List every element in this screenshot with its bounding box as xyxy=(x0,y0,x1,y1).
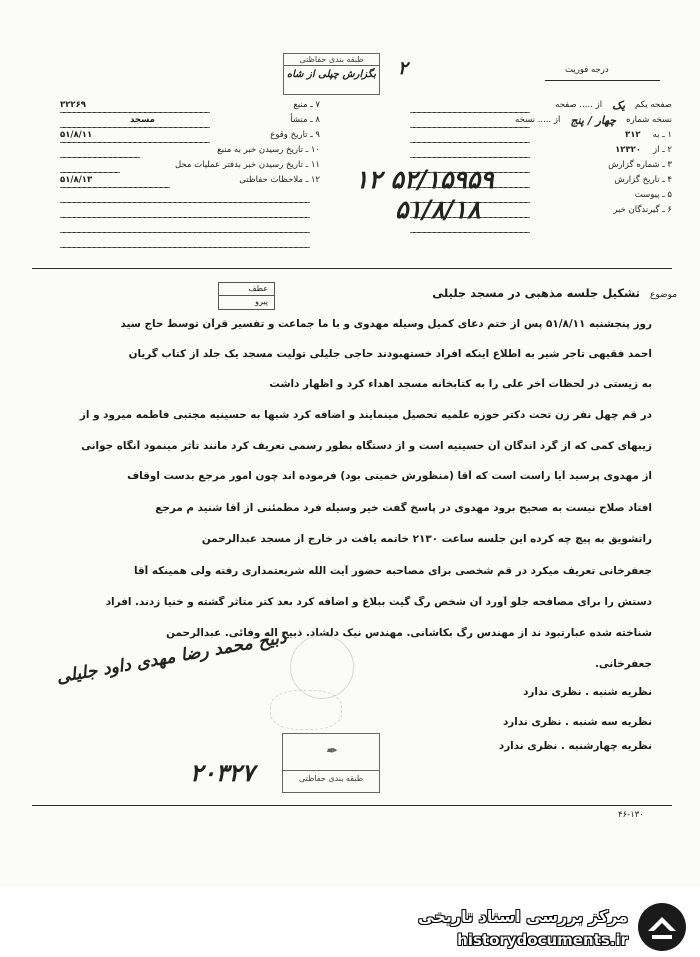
brand-logo-icon xyxy=(636,901,688,953)
left-handwriting: ذبیح محمد رضا مهدی داود جلیلی xyxy=(55,627,288,688)
to-value: ۳۱۲ xyxy=(625,130,641,140)
from-label: ۲ ـ از xyxy=(653,145,672,155)
attachment-label: ۵ ـ پیوست xyxy=(634,190,672,200)
body-line: زیبهای کمی که از گرد اندگان آن حسینیه است و از دستگاه بطور رسمی تعریف کرد مانند تأثر مینمود آنگاه جوانی xyxy=(81,440,652,452)
bottom-classification-label: طبقه بندی حفاظتی xyxy=(283,770,379,786)
copy-of: از ..... نسخه xyxy=(515,115,561,125)
source-value: ۳۲۲۶۹ xyxy=(60,100,86,110)
handwritten-report-number: ۱۲ ۵۲/۱۵۹۵۹ xyxy=(355,165,494,194)
bottom-classification-stamp: ✒ طبقه بندی حفاظتی xyxy=(282,733,380,793)
recipients-label: ۶ ـ گیرندگان خبر xyxy=(613,205,672,215)
top-classification-label: طبقه بندی حفاظتی xyxy=(284,54,379,66)
body-line: احمد فقیهی تاجر شیر به اطلاع اینکه افراد خستهبودند حاجی جلیلی تولیت مسجد یک جلد از کتاب گریان xyxy=(128,348,652,360)
reference-label: عطف xyxy=(219,283,274,296)
news-to-source-label: ۱۰ ـ تاریخ رسیدن خبر به منبع xyxy=(217,145,320,155)
page-hand: یک xyxy=(612,99,626,112)
origin-value: مسجد xyxy=(130,115,155,125)
faint-seal xyxy=(270,690,342,730)
event-date-value: ۵۱/۸/۱۱ xyxy=(60,130,93,140)
page-of: از ..... صفحه xyxy=(555,100,603,110)
opinion-line: نظریه چهارشنبه . نظری ندارد xyxy=(498,740,652,752)
form-code: ۴۶-۱۳۰ xyxy=(618,810,644,820)
from-value: ۱۲۳۲۰ xyxy=(615,145,642,155)
body-line: روز پنجشنبه ۵۱/۸/۱۱ پس از ختم دعای کمیل وسیله مهدوی و با ما جماعت و تفسیر قرآن توسط حاج سید xyxy=(120,318,652,330)
top-classification-stamp xyxy=(283,53,380,95)
brand-name: مرکز بررسی اسناد تاریخی xyxy=(418,907,628,926)
event-date-label: ۹ ـ تاریخ وقوع xyxy=(270,130,320,140)
body-line: از مهدوی پرسید آیا راست است که آقا (منظورش خمینی بود) فرموده اند چون امور مرجع بدست اوقاف xyxy=(127,470,652,482)
opinion-line: نظریه شنبه . نظری ندارد xyxy=(523,686,652,698)
to-label: ۱ ـ به xyxy=(652,130,672,140)
brand-url[interactable]: historydocuments.ir xyxy=(457,931,628,949)
body-line: جعفرخانی تعریف میکرد در قم شخصی برای مصاحبه حضور آیت الله شریعتمداری رفته ولی همینکه آقا xyxy=(133,565,652,577)
body-line: راتشویق به پیچ چه کرده این جلسه ساعت ۲۱۳۰ خاتمه یافت در خارج از مسجد عبدالرحمن xyxy=(201,533,652,545)
copy-hand: چهار / پنج xyxy=(570,114,617,127)
body-line: در قم چهل نفر زن تحت دکتر حوزه علمیه تحصیل مینمایند و اضافه کرد شبها به حسینیه مجتبی فاطمه میرود و از xyxy=(79,409,652,421)
body-line: شناخته شده عبارتبود ند از مهندس رگ بکاشانی. مهندس نیک دلشاد. ذبیح اله وفائی. عبدالرحمن xyxy=(166,627,652,639)
news-to-office-label: ۱۱ ـ تاریخ رسیدن خبر بدفتر عملیات محل xyxy=(174,160,320,170)
priority-label: درجه فوریت xyxy=(565,65,609,75)
copy-label: نسخه شماره xyxy=(626,115,672,125)
report-number-label: ۳ ـ شماره گزارش xyxy=(608,160,672,170)
report-date-label: ۴ ـ تاریخ گزارش xyxy=(614,175,672,185)
security-notes-value: ۵۱/۸/۱۳ xyxy=(60,175,93,185)
body-line: دستش را برای مصافحه جلو آورد آن شخص رگ گیت ببلاغ و اضافه کرد بعد کتر متاثر گشته و خنیا زدند. افراد xyxy=(105,596,652,608)
stamp-number: ۲۰۳۲۷ xyxy=(190,758,255,787)
security-notes-label: ۱۲ ـ ملاحظات حفاظتی xyxy=(239,175,320,185)
follow-up-label: پیرو xyxy=(255,297,268,306)
handwritten-report-date: ۵۱/۸/۱۸ xyxy=(395,195,481,224)
body-line: جعفرخانی. xyxy=(594,658,652,670)
reference-box xyxy=(218,282,275,310)
top-stamp-handwriting: بگزارش چپلی از شاه xyxy=(286,69,377,80)
source-label: ۷ ـ منبع xyxy=(293,100,320,110)
site-footer xyxy=(0,887,700,957)
top-handwritten-digit: ۲ xyxy=(398,58,408,79)
subject-text: تشکیل جلسه مذهبی در مسجد جلیلی xyxy=(432,286,640,300)
subject-label: موضوع xyxy=(650,290,678,300)
body-line: افتاد صلاح نیست به صحیح برود مهدوی در پاسخ گفت خیر وسیله فرد مطمئنی از آقا شنید م مرجع xyxy=(155,502,652,514)
page-label: صفحه یکم xyxy=(635,100,672,110)
origin-label: ۸ ـ منشأ xyxy=(290,115,320,125)
opinion-line: نظریه سه شنبه . نظری ندارد xyxy=(502,716,652,728)
body-line: به زیستی در لحظات آخر علی را به کتابخانه مسجد اهداء کرد و اظهار داشت xyxy=(269,378,652,390)
